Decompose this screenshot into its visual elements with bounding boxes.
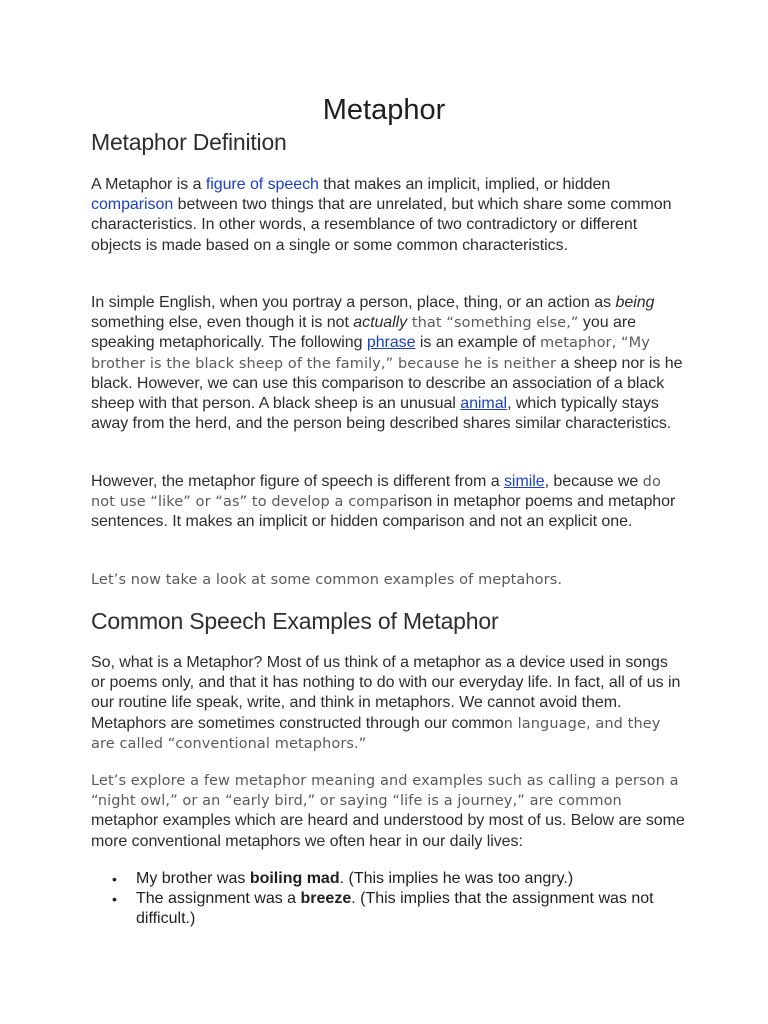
link-simile[interactable]: simile	[503, 473, 545, 490]
paragraph-lead-in: Let’s now take a look at some common examples of meptahors.	[91, 572, 563, 588]
text-run: My brother was	[136, 870, 250, 887]
paragraph-simile	[91, 472, 686, 533]
text-run: metaphor examples which are heard and understood by most of us. Below are some more conventional metaphors we often hear in our daily lives:	[91, 812, 685, 850]
link-figure-of-speech[interactable]: figure of speech	[205, 176, 319, 193]
text-run: that “something else,”	[407, 315, 579, 332]
link-animal[interactable]: animal	[460, 395, 508, 413]
page-title: Metaphor	[322, 94, 446, 126]
text-run: So, what is a Metaphor? Most of us think of a metaphor as a device used in songs or poems only, and that it has nothing to do with our everyday life. In fact, all of us in our routine life speak, write, and think in metaphors. We cannot avoid them. Metaphors are sometimes constructed through our commo	[91, 654, 681, 732]
emphasis-being: being	[615, 294, 655, 311]
text-run: metaphor, “My brother is the black sheep of the family,” because he is neither	[91, 335, 650, 372]
text-run: , which typically stays away from the herd, and the person being described shares similar characteristics.	[91, 395, 672, 433]
link-phrase[interactable]: phrase	[366, 334, 416, 352]
text-run: a sheep nor is he black. However, we can use this comparison to describe an association of a black sheep with that person. A black sheep is an unusual	[91, 354, 683, 413]
paragraph-definition	[91, 175, 686, 256]
bold-phrase: boiling mad	[249, 870, 340, 887]
text-run: A Metaphor is a	[91, 176, 206, 193]
list-item	[136, 889, 696, 929]
list-item	[136, 869, 696, 889]
text-run: The assignment was a	[136, 890, 301, 908]
link-comparison[interactable]: comparison	[91, 196, 174, 214]
paragraph-explore-examples	[91, 771, 686, 852]
text-run: n language, and they are called “conventional metaphors.”	[91, 715, 661, 752]
text-run: between two things that are unrelated, but which share some common characteristics. In other words, a resemblance of two contradictory or different objects is made based on a single or some common characteristics.	[91, 196, 672, 254]
text-run: . (This implies he was too angry.)	[339, 870, 574, 887]
text-run: , because we	[544, 473, 643, 490]
text-run: that makes an implicit, implied, or hidden	[318, 176, 611, 193]
text-run: . (This implies that the assignment was not difficult.)	[136, 890, 654, 928]
text-run: do not use “like” or “as” to develop a compa	[91, 474, 661, 511]
text-run: rison in metaphor poems and metaphor sentences. It makes an implicit or hidden comparison and not an explicit one.	[91, 493, 676, 531]
text-run: Let’s explore a few metaphor meaning and examples such as calling a person a “night owl,” or an “early bird,” or saying “life is a journey,” are common	[91, 773, 679, 810]
section-heading-definition: Metaphor Definition	[91, 129, 287, 155]
text-run: is an example of	[415, 334, 540, 352]
text-run: you are speaking metaphorically. The following	[91, 314, 636, 352]
paragraph-simple-english	[91, 293, 686, 434]
emphasis-actually: actually	[353, 314, 408, 332]
bold-phrase: breeze	[300, 890, 352, 908]
section-heading-common-examples: Common Speech Examples of Metaphor	[91, 608, 499, 634]
text-run: In simple English, when you portray a person, place, thing, or an action as	[91, 294, 616, 311]
text-run: However, the metaphor figure of speech is different from a	[91, 473, 504, 490]
examples-list	[91, 869, 696, 930]
text-run: something else, even though it is not	[91, 314, 354, 332]
paragraph-what-is-metaphor	[91, 653, 686, 754]
